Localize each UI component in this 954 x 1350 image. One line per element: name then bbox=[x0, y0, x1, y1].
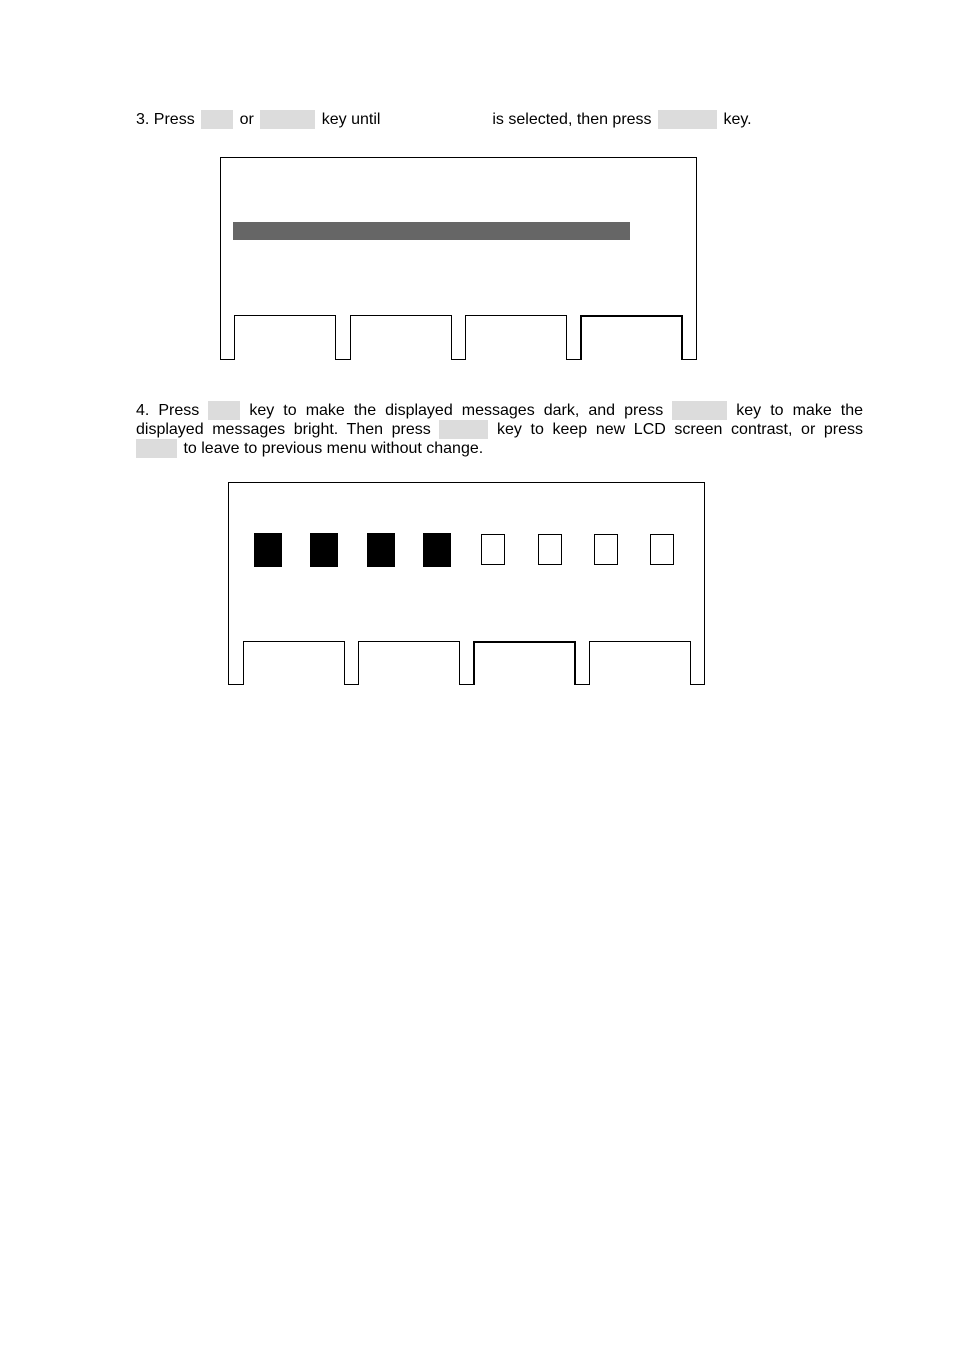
contrast-segment-filled bbox=[310, 533, 338, 567]
contrast-segment-empty bbox=[538, 534, 562, 565]
step3-press: Press bbox=[153, 111, 195, 128]
softkey-dark[interactable] bbox=[243, 641, 345, 685]
step3-is-selected: is selected, then press bbox=[492, 111, 652, 128]
step4-dark-text: key to make the displayed messages dark, and press bbox=[249, 402, 664, 419]
selected-menu-item-bar bbox=[233, 222, 630, 240]
step3-instruction bbox=[136, 110, 752, 129]
step3-key-until: key until bbox=[321, 111, 381, 128]
contrast-segment-filled bbox=[254, 533, 282, 567]
softkey-save[interactable] bbox=[473, 641, 576, 685]
bright-key-placeholder bbox=[672, 401, 727, 420]
step4-keep-text: key to keep new LCD screen contrast, or press bbox=[497, 421, 864, 438]
enter-key-placeholder bbox=[658, 110, 717, 129]
menu-item-placeholder bbox=[385, 110, 488, 129]
up-key-placeholder bbox=[201, 110, 233, 129]
step4-line-3 bbox=[136, 439, 483, 458]
contrast-segment-filled bbox=[423, 533, 451, 567]
contrast-segment-filled bbox=[367, 533, 395, 567]
step3-key-end: key. bbox=[723, 111, 752, 128]
softkey-2[interactable] bbox=[350, 315, 452, 360]
lcd-menu-screen bbox=[220, 157, 697, 360]
down-key-placeholder bbox=[260, 110, 315, 129]
contrast-segment-empty bbox=[650, 534, 674, 565]
exit-key-placeholder bbox=[136, 439, 177, 458]
contrast-segment-empty bbox=[481, 534, 505, 565]
step3-number: 3. bbox=[136, 111, 150, 128]
contrast-segment-empty bbox=[594, 534, 618, 565]
lcd-contrast-screen bbox=[228, 482, 705, 685]
step4-line-2 bbox=[136, 420, 863, 439]
softkey-1[interactable] bbox=[234, 315, 336, 360]
step4-line-1 bbox=[136, 401, 863, 420]
step4-bright-text: displayed messages bright. Then press bbox=[136, 421, 431, 438]
step3-or: or bbox=[239, 111, 254, 128]
save-key-placeholder bbox=[439, 420, 488, 439]
step4-make-the: key to make the bbox=[736, 402, 863, 419]
softkey-exit[interactable] bbox=[589, 641, 691, 685]
step4-leave-text: to leave to previous menu without change. bbox=[183, 440, 484, 457]
dark-key-placeholder bbox=[208, 401, 240, 420]
step4-press: 4. Press bbox=[136, 402, 200, 419]
softkey-3[interactable] bbox=[465, 315, 567, 360]
softkey-4[interactable] bbox=[580, 315, 683, 360]
softkey-bright[interactable] bbox=[358, 641, 460, 685]
